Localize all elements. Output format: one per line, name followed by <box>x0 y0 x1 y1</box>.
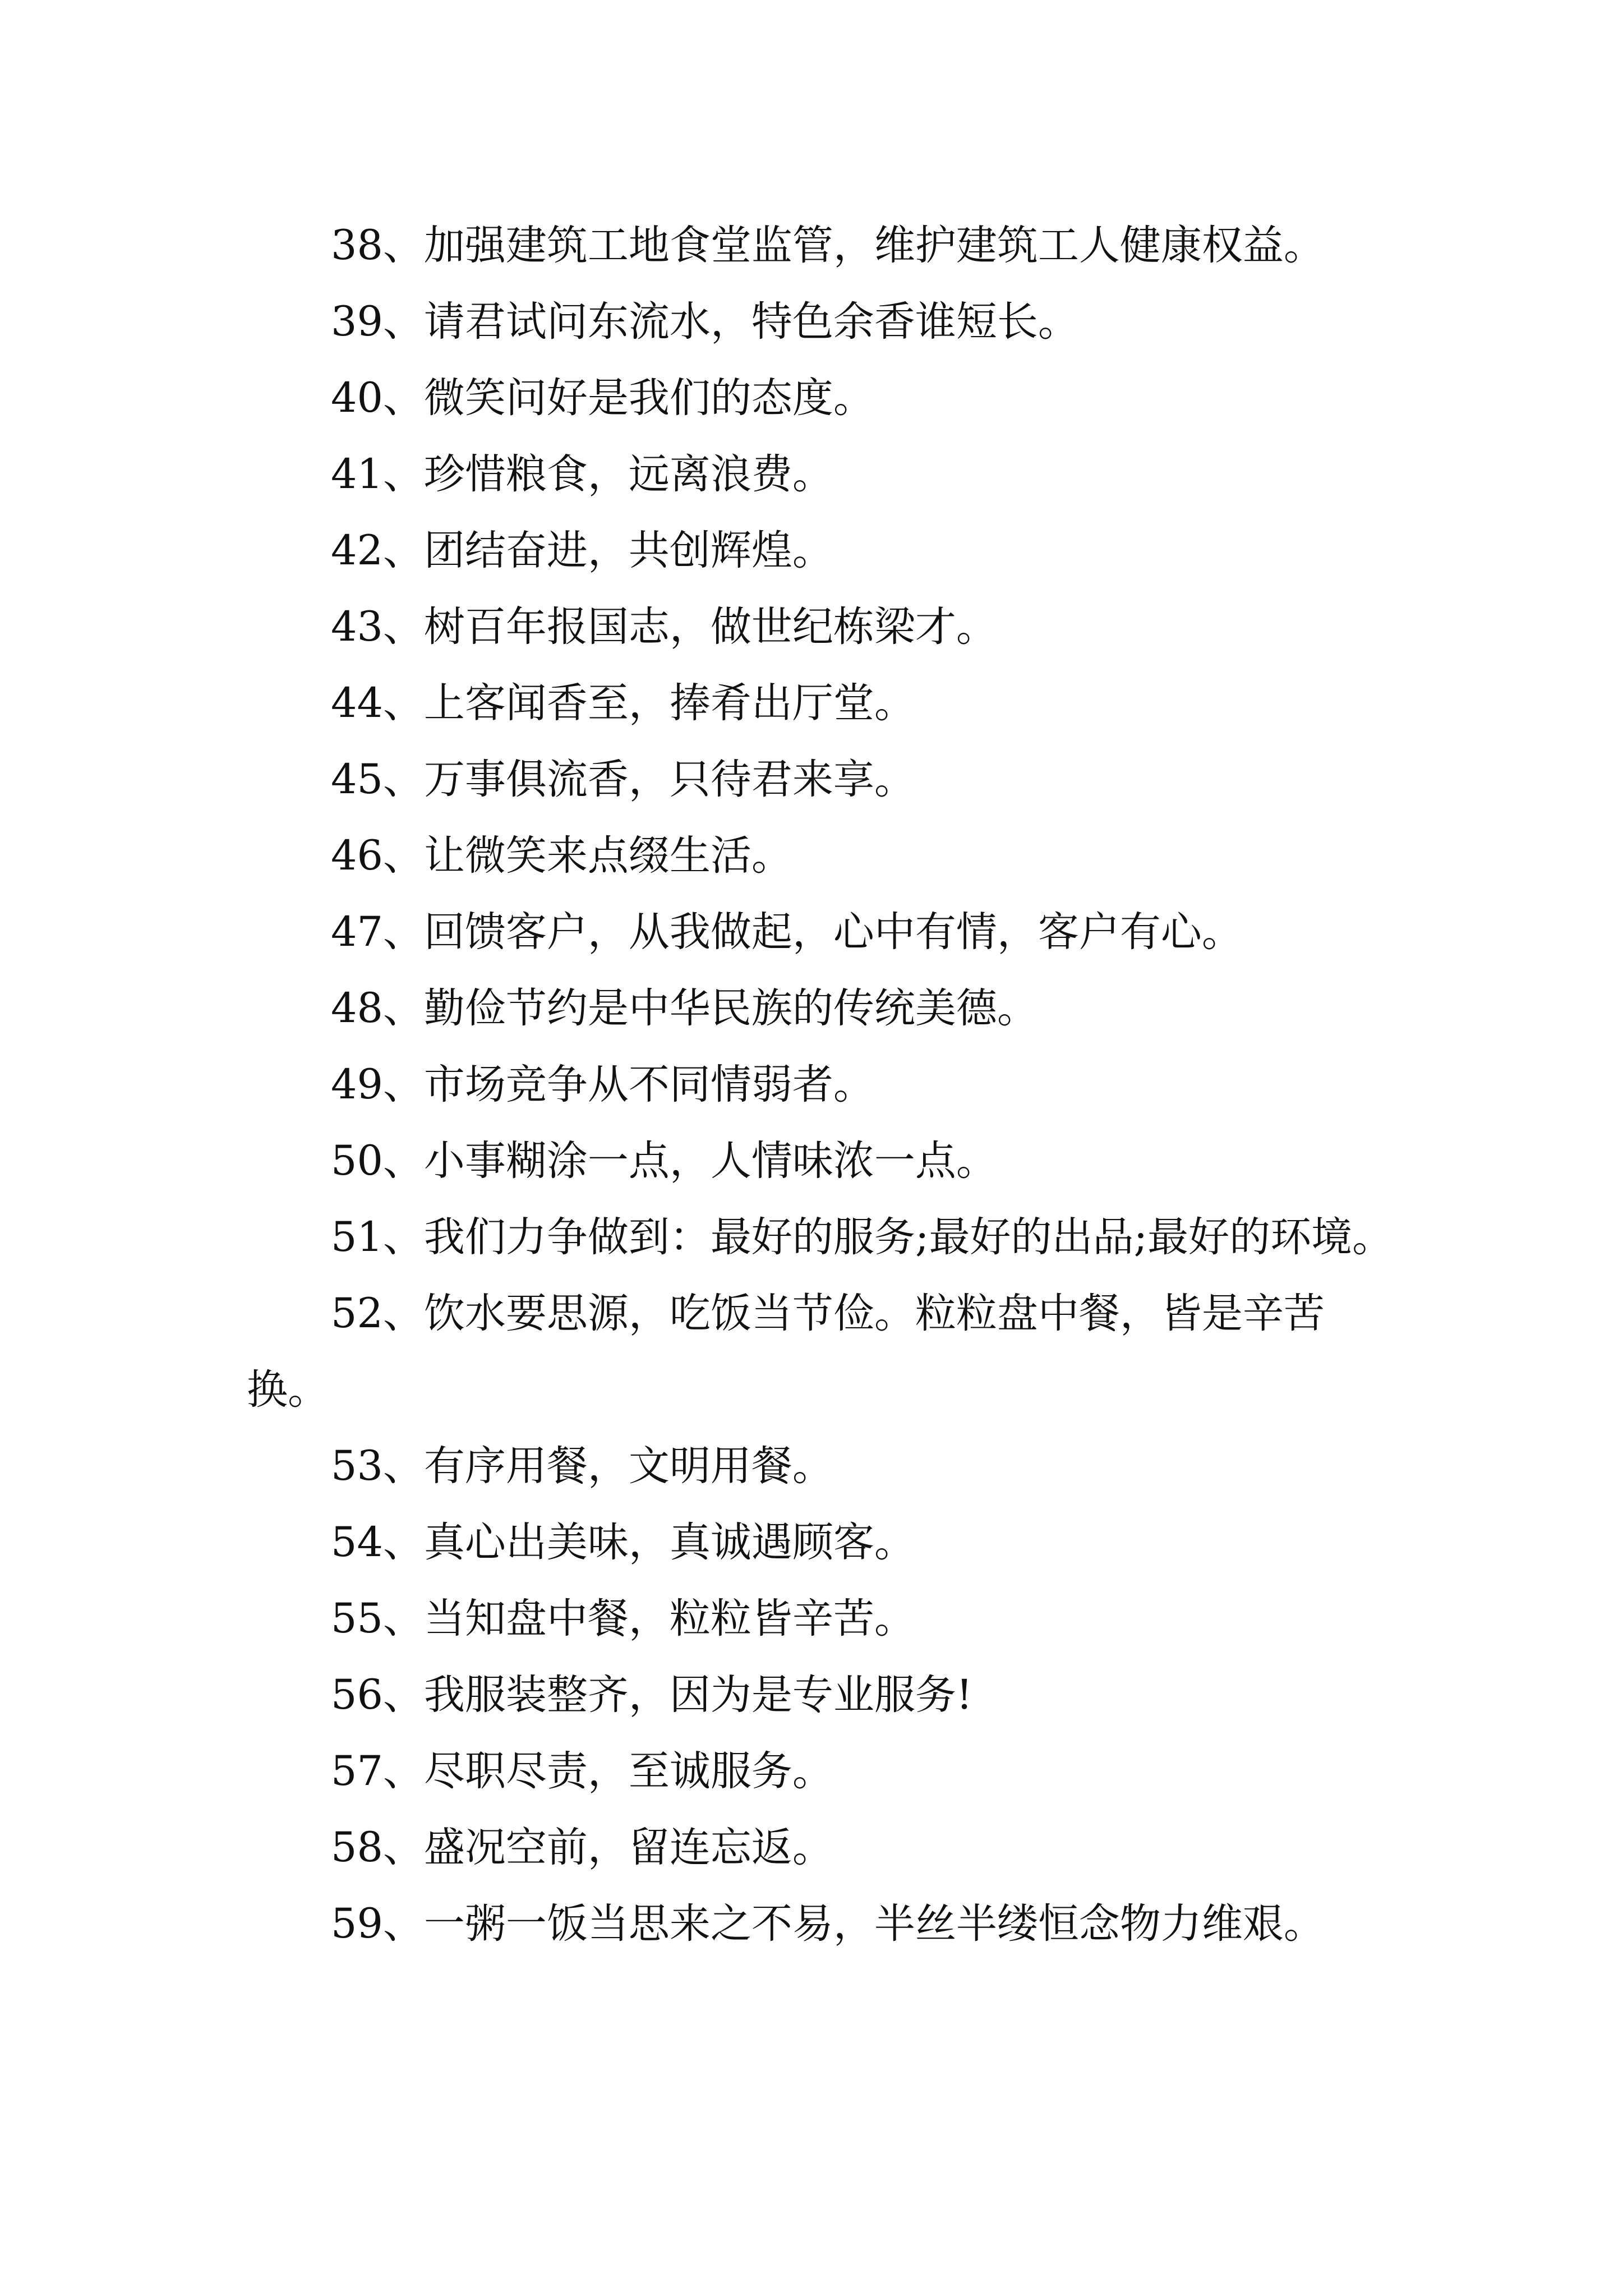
list-item: 39、请君试问东流水，特色余香谁短长。 <box>331 298 1079 346</box>
list-item: 45、万事俱流香，只待君来享。 <box>331 756 915 803</box>
list-item: 43、树百年报国志，做世纪栋梁才。 <box>331 603 997 651</box>
list-item: 53、有序用餐，文明用餐。 <box>331 1442 833 1490</box>
slogan-list <box>247 208 1402 1962</box>
list-item: 41、珍惜粮食，远离浪费。 <box>331 450 833 498</box>
list-item: 46、让微笑来点缀生活。 <box>331 832 792 880</box>
list-item: 47、回馈客户，从我做起，心中有情，客户有心。 <box>331 908 1243 956</box>
list-item: 48、勤俭节约是中华民族的传统美德。 <box>331 984 1038 1032</box>
list-item: 38、加强建筑工地食堂监管，维护建筑工人健康权益。 <box>331 222 1325 269</box>
list-item: 56、我服装整齐，因为是专业服务! <box>331 1671 973 1719</box>
list-item: 51、我们力争做到：最好的服务;最好的出品;最好的环境。 <box>331 1213 1394 1261</box>
list-item: 42、团结奋进，共创辉煌。 <box>331 527 833 574</box>
list-item: 49、市场竞争从不同情弱者。 <box>331 1061 874 1108</box>
list-item: 44、上客闻香至，捧肴出厅堂。 <box>331 679 915 727</box>
list-item: 55、当知盘中餐，粒粒皆辛苦。 <box>331 1595 915 1642</box>
list-item: 50、小事糊涂一点，人情味浓一点。 <box>331 1137 997 1185</box>
list-item: 58、盛况空前，留连忘返。 <box>331 1824 833 1871</box>
list-item: 52、饮水要思源，吃饭当节俭。粒粒盘中餐，皆是辛苦换。 <box>247 1290 1325 1414</box>
list-item: 54、真心出美味，真诚遇顾客。 <box>331 1519 915 1566</box>
list-item: 59、一粥一饭当思来之不易，半丝半缕恒念物力维艰。 <box>331 1900 1325 1948</box>
list-item: 40、微笑问好是我们的态度。 <box>331 374 874 422</box>
list-item: 57、尽职尽责，至诚服务。 <box>331 1747 833 1795</box>
